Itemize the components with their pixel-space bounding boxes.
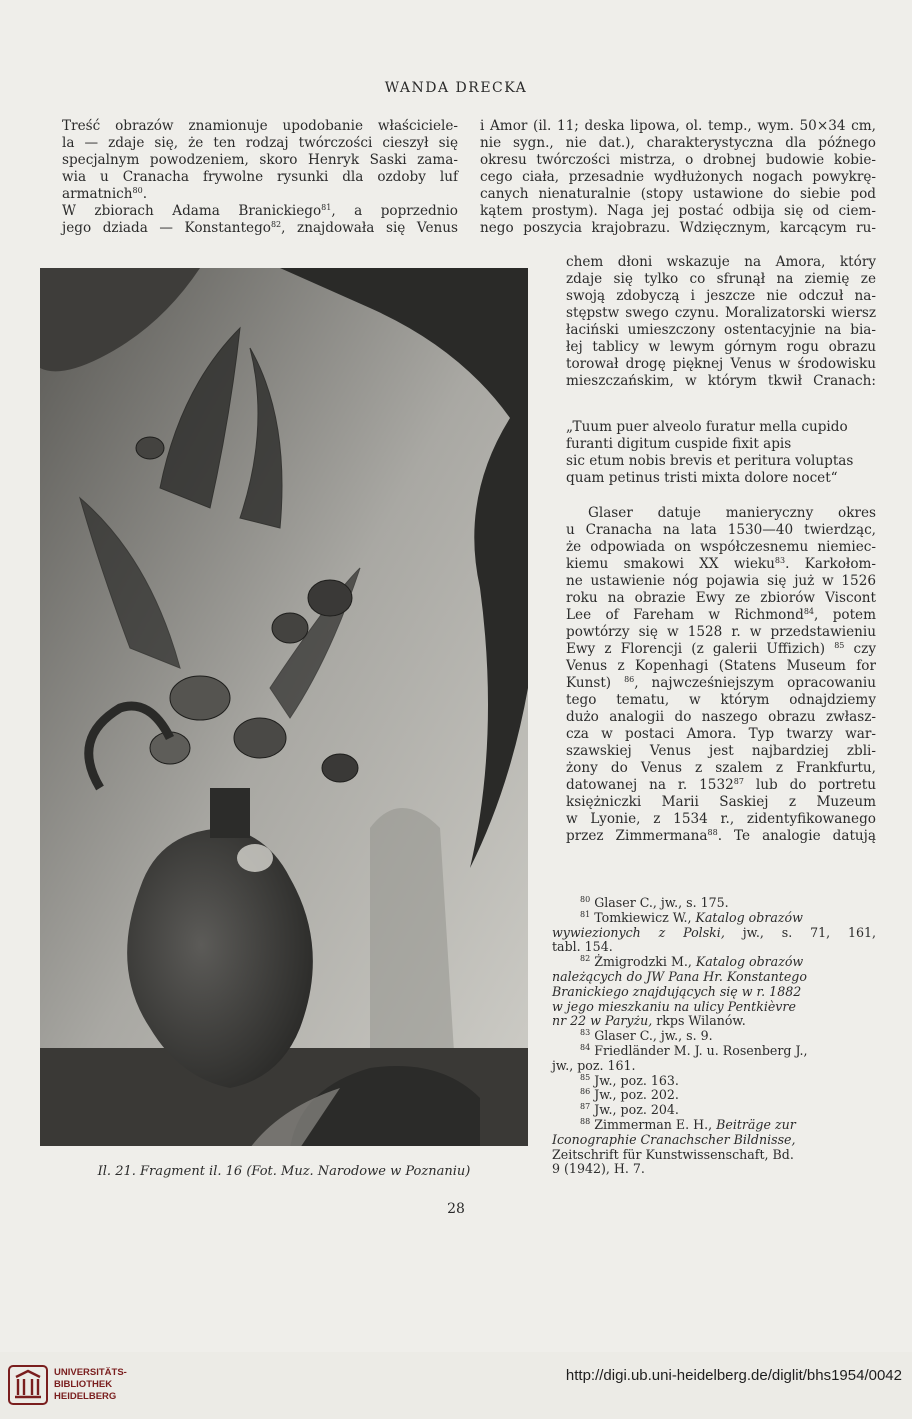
- right-column-side-text: chem dłoni wskazuje na Amora, który zdaje się tylko co sfrunął na ziemię ze swoją zdobyczą i jeszcze nie odczuł na- stępstw swego czynu. Moralizatorski wiersz łaciński umieszczony ostentacyjnie na bia- łej tablicy w lewym górnym rogu obrazu torował drogę pięknej Venus w środowisku mieszczańskim, w którym tkwił Cranach:: [566, 254, 876, 389]
- page-number: 28: [447, 1201, 465, 1217]
- footnote-81: $^{81}$ Tomkiewicz W., Katalog obrazów: [580, 909, 803, 925]
- footnotes: $^{80}$ Glaser C., jw., s. 175. $^{81}$ Tomkiewicz W., Katalog obrazów wywiezionych z Polski, jw., s. 71, 161, tabl. 154. $^{82}$ Żmigrodzki M., Katalog obrazów należących do JW Pana Hr. Konstantego Branickiego znajdujących się w r. 1882 w jego mieszkaniu na ulicy Pentkièvre nr 22 w Paryżu, rkps Wilanów. $^{83}$ Glaser C., jw., s. 9. $^{84}$ Friedländer M. J. u. Rosenberg J., jw., poz. 161. $^{85}$ Jw., poz. 163. $^{86}$ Jw., poz. 202. $^{87}$ Jw., poz. 204. $^{88}$ Zimmerman E. H., Beiträge zur Iconographie Cranachscher Bildnisse, Zeitschrift für Kunstwissenschaft, Bd. 9 (1942), H. 7.: [552, 895, 876, 1177]
- running-header: WANDA DRECKA: [384, 80, 528, 96]
- still-life-photograph: [40, 268, 528, 1146]
- footnote-88: $^{88}$ Zimmerman E. H., Beiträge zur: [580, 1116, 796, 1132]
- footnote-ref-81[interactable]: 81: [321, 203, 332, 212]
- viewer-footer: [0, 1352, 912, 1419]
- footnote-ref-85[interactable]: 85: [834, 641, 845, 650]
- document-url-link[interactable]: http://digi.ub.uni-heidelberg.de/diglit/bhs1954/0042: [565, 1367, 902, 1384]
- latin-poem: „Tuum puer alveolo furatur mella cupido furanti digitum cuspide fixit apis sic etum nobis brevis et peritura voluptas quam petinus tristi mixta dolore nocet“: [566, 419, 854, 486]
- footnote-86: $^{86}$ Jw., poz. 202.: [580, 1087, 679, 1103]
- footnote-ref-84[interactable]: 84: [803, 607, 815, 616]
- glaser-paragraph: Glaser datuje manieryczny okres u Cranacha na lata 1530—40 twierdząc, że odpowiada on współczesnemu niemiec- kiemu smakowi XX wieku$^{83}$. Karkołom- ne ustawienie nóg pojawia się już w 1526 roku na obrazie Ewy ze zbiorów Viscont Lee of Fareham w Richmond$^{84}$, potem powtórzy się w 1528 r. w przedstawieniu Ewy z Florencji (z galerii Uffizich) $^{85}$ czy Venus z Kopenhagi (Statens Museum for Kunst) $^{86}$, najwcześniejszym opracowaniu tego tematu, w którym odnajdziemy dużo analogii do naszego obrazu zwłasz- cza w postaci Amora. Typ twarzy war- szawskiej Venus jest najbardziej zbli- żony do Venus z szalem z Frankfurtu, datowanej na r. 1532$^{87}$ lub do portretu księżniczki Marii Saskiej z Muzeum w Lyonie, z 1534 r., zidentyfikowanego przez Zimmermana$^{88}$. Te analogie datują: [566, 505, 877, 844]
- paragraph-2: W zbiorach Adama Branickiego$^{81}$, a poprzednio jego dziada — Konstantego$^{82}$, znajdowała się Venus: [62, 203, 458, 236]
- figure-caption: Il. 21. Fragment il. 16 (Fot. Muz. Narodowe w Poznaniu): [97, 1164, 471, 1179]
- library-name: UNIVERSITÄTS- BIBLIOTHEK HEIDELBERG: [54, 1367, 127, 1402]
- footnote-ref-82[interactable]: 82: [270, 220, 282, 229]
- left-column-text: [40, 118, 458, 237]
- footnote-ref-80[interactable]: 80: [132, 186, 143, 195]
- footnote-ref-83[interactable]: 83: [774, 556, 786, 565]
- footnote-ref-88[interactable]: 88: [707, 828, 718, 837]
- footnote-ref-86[interactable]: 86: [624, 675, 635, 684]
- university-library-logo-icon: [8, 1365, 48, 1405]
- footnote-80: $^{80}$ Glaser C., jw., s. 175.: [580, 895, 729, 910]
- footnote-87: $^{87}$ Jw., poz. 204.: [580, 1102, 679, 1118]
- footnote-82: $^{82}$ Żmigrodzki M., Katalog obrazów: [580, 954, 804, 970]
- footnote-ref-87[interactable]: 87: [733, 777, 744, 786]
- paragraph-1: Treść obrazów znamionuje upodobanie właściciele- la — zdaje się, że ten rodzaj twórczości cieszył się specjalnym powodzeniem, skoro Henryk Saski zama- wia u Cranacha frywolne rysunki dla ozdoby luf armatnich$^{80}$.: [62, 118, 458, 202]
- footnote-83: $^{83}$ Glaser C., jw., s. 9.: [580, 1028, 713, 1044]
- right-column-top-text: i Amor (il. 11; deska lipowa, ol. temp., wym. 50×34 cm, nie sygn., nie dat.), charakterystyczna dla późnego okresu twórczości mistrza, o drobnej budowie kobie- cego ciała, przesadnie wydłużonych nogach powykrę- canych nienaturalnie (stopy ustawione do siebie pod kątem prostym). Naga jej postać odbija się od ciem- nego poszycia krajobrazu. Wdzięcznym, karcącym ru-: [480, 118, 876, 236]
- footnote-84: $^{84}$ Friedländer M. J. u. Rosenberg J.,: [580, 1042, 808, 1058]
- vase-with-flowers-image: [40, 268, 528, 1146]
- footnote-85: $^{85}$ Jw., poz. 163.: [580, 1072, 679, 1088]
